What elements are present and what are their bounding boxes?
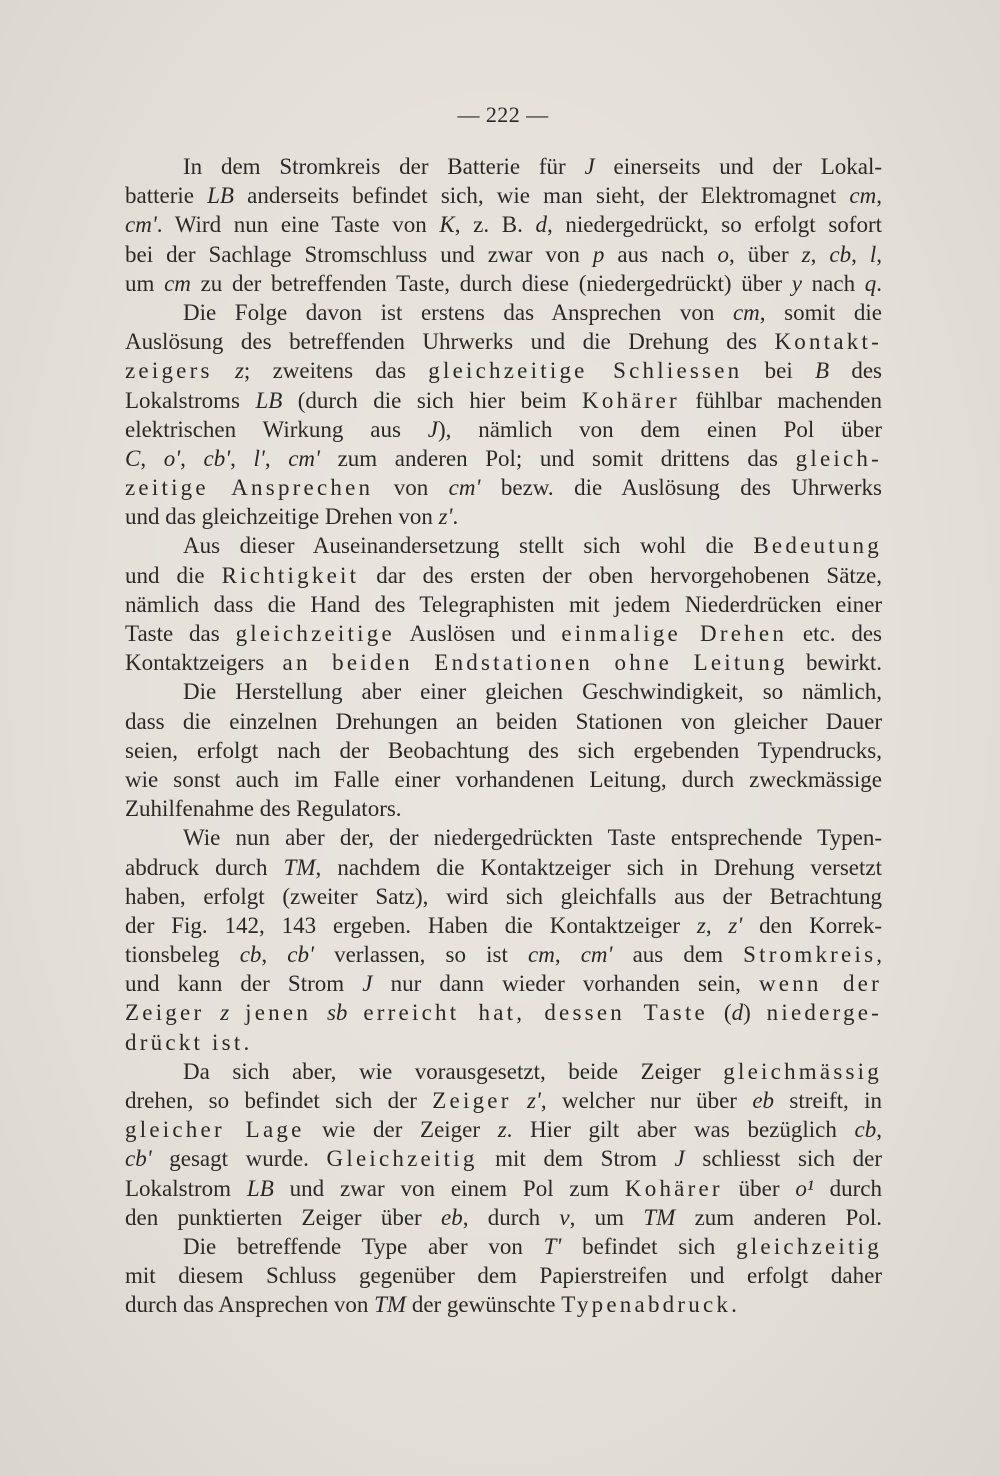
symbol-variable: cb xyxy=(854,1117,877,1143)
symbol-variable: z xyxy=(696,912,706,938)
text-run: . xyxy=(876,270,882,296)
text-run: bewirkt. xyxy=(787,650,882,676)
text-line xyxy=(125,1290,882,1319)
text-run: den Korrek- xyxy=(742,912,882,938)
text-run: nach xyxy=(801,270,865,296)
symbol-variable: LB xyxy=(255,387,283,413)
text-run: Auslösung des betreffenden Uhrwerks und die Drehung des xyxy=(125,329,775,355)
text-run: wie der Zeiger xyxy=(304,1117,498,1143)
text-run xyxy=(347,1000,363,1025)
text-line xyxy=(125,415,882,444)
text-run: ; zweitens das xyxy=(243,358,429,384)
text-run: , somit die xyxy=(759,299,882,325)
emphasized-text: gleichzeitige Schliessen xyxy=(428,358,743,384)
text-line xyxy=(125,677,882,706)
text-line xyxy=(125,590,882,619)
text-line xyxy=(125,707,882,736)
text-line xyxy=(125,386,882,415)
text-line xyxy=(125,327,882,356)
emphasized-text: Kontakt- xyxy=(774,329,882,355)
text-line xyxy=(125,998,882,1027)
text-run: und kann der Strom xyxy=(125,971,363,997)
emphasized-text: gleich- xyxy=(795,445,883,471)
text-run: , über xyxy=(729,241,802,267)
text-column xyxy=(125,152,882,1320)
text-run: Lokalstrom xyxy=(125,1175,247,1201)
text-line xyxy=(125,240,882,269)
text-run: batterie xyxy=(125,183,208,209)
symbol-variable: C xyxy=(125,445,141,471)
text-run: , xyxy=(230,445,254,471)
emphasized-text: Bedeutung xyxy=(753,533,882,559)
text-run: , welcher nur über xyxy=(540,1088,753,1113)
text-run: durch das Ansprechen von xyxy=(125,1292,375,1318)
symbol-variable: eb xyxy=(752,1088,775,1113)
symbol-variable: z xyxy=(497,1117,507,1143)
symbol-variable: cm xyxy=(164,270,191,296)
text-run xyxy=(229,1000,245,1025)
text-run: etc. des xyxy=(787,621,882,646)
text-line xyxy=(125,1057,882,1086)
text-run: ( xyxy=(707,1000,732,1026)
text-line xyxy=(125,823,882,852)
symbol-variable: J xyxy=(427,416,438,442)
symbol-variable: TM xyxy=(374,1292,407,1318)
symbol-variable: cb' xyxy=(203,445,231,471)
symbol-variable: cm' xyxy=(448,475,481,501)
text-run: (durch die sich hier beim xyxy=(282,387,583,413)
emphasized-text: gleichzeitig xyxy=(736,1233,882,1259)
text-run: . Hier gilt aber was bezüglich xyxy=(506,1117,855,1143)
emphasized-text: jenen xyxy=(245,1000,312,1026)
text-line xyxy=(125,210,882,239)
emphasized-text: einmalige Drehen xyxy=(561,621,788,646)
text-run: Wie nun aber der, der niedergedrückten Taste entsprechende Typen- xyxy=(183,825,882,851)
paragraph xyxy=(125,152,882,298)
text-run: In dem Stromkreis der Batterie für xyxy=(183,154,585,179)
text-run: abdruck durch xyxy=(125,854,284,880)
text-line xyxy=(125,269,882,298)
text-run: drehen, so befindet sich der xyxy=(125,1088,433,1113)
text-run: Aus dieser Auseinandersetzung stellt sich wohl die xyxy=(183,533,754,559)
symbol-variable: TM xyxy=(643,1204,676,1230)
text-run: wie sonst auch im Falle einer vorhandenen Leitung, durch zweckmässige xyxy=(125,766,882,792)
text-line xyxy=(125,473,882,502)
emphasized-text: Kohärer xyxy=(582,387,680,413)
text-run: bei xyxy=(742,358,816,384)
text-run: . Wird nun eine Taste von xyxy=(156,212,440,238)
emphasized-text: gleicher Lage xyxy=(125,1117,305,1143)
text-run: dass die einzelnen Drehungen an beiden Stationen von gleicher Dauer xyxy=(125,708,882,734)
text-line xyxy=(125,882,882,911)
emphasized-text: gleichmässig xyxy=(723,1058,882,1084)
symbol-variable: z' xyxy=(438,504,453,530)
text-run: zum anderen Pol; und somit drittens das xyxy=(319,445,796,471)
text-line xyxy=(125,1261,882,1290)
paragraph xyxy=(125,677,882,823)
text-run: zu der betreffenden Taste, durch diese (niedergedrückt) über xyxy=(190,270,792,296)
emphasized-text: Gleichzeitig xyxy=(326,1146,478,1172)
symbol-variable: cm xyxy=(849,183,877,209)
symbol-variable: cb xyxy=(239,942,262,968)
symbol-variable: cb' xyxy=(125,1146,152,1172)
emphasized-text: an beiden Endstationen ohne Leitung xyxy=(282,650,788,676)
text-run: Kontaktzeigers xyxy=(125,650,283,676)
text-line xyxy=(125,765,882,794)
symbol-variable: z xyxy=(801,241,811,267)
text-line xyxy=(125,561,882,590)
text-line xyxy=(125,356,882,385)
emphasized-text: drückt ist. xyxy=(125,1029,253,1055)
symbol-variable: z xyxy=(220,1000,230,1026)
symbol-variable: cm' xyxy=(580,942,613,968)
symbol-variable: cm' xyxy=(125,212,157,238)
text-run: gesagt wurde. xyxy=(151,1146,327,1172)
text-run: . xyxy=(731,1292,737,1318)
symbol-variable: J xyxy=(362,971,373,997)
text-run: ), nämlich von dem einen Pol über xyxy=(437,416,883,442)
emphasized-text: niederge- xyxy=(766,1000,883,1026)
text-run: Die Folge davon ist erstens das Ansprechen von xyxy=(183,299,733,325)
paragraph xyxy=(125,298,882,532)
text-run: , um xyxy=(569,1204,644,1230)
text-run: verlassen, so ist xyxy=(313,942,528,968)
text-run: nämlich dass die Hand des Telegraphisten mit jedem Niederdrücken einer xyxy=(125,591,882,617)
text-run: von xyxy=(373,475,449,501)
emphasized-text: Richtigkeit xyxy=(221,562,360,588)
text-line xyxy=(125,911,882,940)
emphasized-text: Zeiger xyxy=(125,1000,205,1026)
text-run: und zwar von einem Pol zum xyxy=(273,1175,625,1201)
text-run: , durch xyxy=(462,1204,560,1230)
text-run: , xyxy=(264,445,289,471)
text-run: , z. B. xyxy=(454,212,536,238)
text-run: seien, erfolgt nach der Beobachtung des sich ergebenden Typendrucks, xyxy=(125,737,882,763)
text-run: , niedergedrückt, so erfolgt sofort xyxy=(546,212,883,238)
text-run: , xyxy=(705,912,729,938)
text-run: Lokalstroms xyxy=(125,387,256,413)
page-number: — 222 — xyxy=(457,102,549,127)
symbol-variable: y xyxy=(791,270,802,296)
text-run: um xyxy=(125,270,165,296)
text-run: Auslösen und xyxy=(394,621,562,646)
symbol-variable: LB xyxy=(207,183,234,209)
text-line xyxy=(125,969,882,998)
text-run: , xyxy=(876,183,882,209)
symbol-variable: l xyxy=(869,241,877,267)
emphasized-text: Stromkreis xyxy=(743,942,877,968)
paragraph xyxy=(125,1232,882,1320)
symbol-variable: cb' xyxy=(287,942,314,968)
paragraph xyxy=(125,531,882,677)
symbol-variable: l' xyxy=(253,445,265,471)
text-run: dar des ersten der oben hervorgehobenen Sätze, xyxy=(359,562,882,588)
text-line xyxy=(125,794,882,823)
text-line xyxy=(125,181,882,210)
text-line xyxy=(125,940,882,969)
text-line xyxy=(125,1028,882,1057)
text-run: befindet sich xyxy=(561,1233,737,1259)
text-run: der Fig. 142, 143 ergeben. Haben die Kontaktzeiger xyxy=(125,912,697,938)
text-run: mit dem Strom xyxy=(477,1146,675,1172)
symbol-variable: z' xyxy=(728,912,743,938)
text-line xyxy=(125,1144,882,1173)
text-run: streift, in xyxy=(774,1088,883,1113)
text-run: , nachdem die Kontaktzeiger sich in Drehung versetzt xyxy=(315,854,882,880)
text-run: ) xyxy=(743,1000,767,1026)
text-run: bei der Sachlage Stromschluss und zwar von xyxy=(125,241,593,267)
text-run: Taste das xyxy=(125,621,236,646)
text-run: tionsbeleg xyxy=(125,942,240,968)
text-line xyxy=(125,736,882,765)
text-line xyxy=(125,1232,882,1261)
emphasized-text: erreicht hat, dessen Taste xyxy=(363,1000,708,1026)
paragraph xyxy=(125,823,882,1057)
emphasized-text: Typenabdruck xyxy=(561,1292,732,1318)
emphasized-text: zeitige Ansprechen xyxy=(125,475,374,501)
emphasized-text: Kohärer xyxy=(624,1175,723,1201)
symbol-variable: o' xyxy=(163,445,181,471)
text-line xyxy=(125,444,882,473)
text-run: anderseits befindet sich, wie man sieht, der Elektromagnet xyxy=(233,183,850,209)
text-line xyxy=(125,619,882,648)
text-run: fühlbar machenden xyxy=(679,387,882,413)
symbol-variable: cb xyxy=(829,241,852,267)
text-run: der gewünschte xyxy=(406,1292,562,1318)
symbol-variable: z xyxy=(234,358,244,384)
text-run: , xyxy=(876,1117,882,1143)
text-run: des xyxy=(829,358,883,384)
text-line xyxy=(125,853,882,882)
text-line xyxy=(125,502,882,531)
symbol-variable: d xyxy=(535,212,547,238)
text-run: und die xyxy=(125,562,222,588)
text-run: nur dann wieder vorhanden sein, xyxy=(372,971,759,997)
text-run: Da sich aber, wie vorausgesetzt, beide Zeiger xyxy=(183,1058,724,1084)
symbol-variable: J xyxy=(584,154,595,179)
symbol-variable: q xyxy=(864,270,877,296)
symbol-variable: T' xyxy=(543,1233,562,1259)
symbol-variable: K xyxy=(439,212,455,238)
symbol-variable: o xyxy=(717,241,730,267)
text-run: und das gleichzeitige Drehen von xyxy=(125,504,439,530)
symbol-variable: z' xyxy=(526,1088,541,1113)
text-line xyxy=(125,1115,882,1144)
text-run: , xyxy=(876,241,883,267)
text-run: , xyxy=(810,241,830,267)
emphasized-text: gleichzeitige xyxy=(235,621,395,646)
text-run: schliesst sich der xyxy=(684,1146,882,1172)
symbol-variable: p xyxy=(592,241,605,267)
symbol-variable: cm xyxy=(527,942,555,968)
symbol-variable: B xyxy=(815,358,830,384)
symbol-variable: TM xyxy=(283,854,316,880)
text-run: über xyxy=(722,1175,796,1201)
text-run: . xyxy=(452,504,459,530)
text-run: elektrischen Wirkung aus xyxy=(125,416,428,442)
text-line xyxy=(125,1086,882,1115)
text-run: zum anderen Pol. xyxy=(675,1204,882,1230)
text-run: , xyxy=(140,445,164,471)
text-run xyxy=(512,1088,527,1113)
text-run: , xyxy=(554,942,581,968)
text-run: einerseits und der Lokal- xyxy=(594,154,883,179)
text-line xyxy=(125,648,882,677)
symbol-variable: o¹ xyxy=(795,1175,814,1201)
text-run: , xyxy=(876,942,883,968)
symbol-variable: J xyxy=(674,1146,685,1172)
symbol-variable: v xyxy=(559,1204,570,1230)
text-run: Die Herstellung aber einer gleichen Geschwindigkeit, so nämlich, xyxy=(183,679,882,705)
symbol-variable: LB xyxy=(246,1175,274,1201)
text-run: bezw. die Auslösung des Uhrwerks xyxy=(480,475,882,501)
emphasized-text: zeigers xyxy=(125,358,213,384)
text-line xyxy=(125,531,882,560)
text-run: , xyxy=(180,445,204,471)
text-run: Die betreffende Type aber von xyxy=(183,1233,544,1259)
text-run: haben, erfolgt (zweiter Satz), wird sich gleichfalls aus der Betrachtung xyxy=(125,883,882,909)
symbol-variable: cm xyxy=(732,299,760,325)
text-run: aus dem xyxy=(612,942,744,968)
text-run xyxy=(204,1000,220,1025)
symbol-variable: sb xyxy=(326,1000,348,1026)
emphasized-text: wenn der xyxy=(758,971,882,997)
symbol-variable: cm' xyxy=(288,445,320,471)
text-line xyxy=(125,298,882,327)
text-run: , xyxy=(851,241,870,267)
text-run: aus nach xyxy=(604,241,718,267)
paragraph xyxy=(125,1057,882,1232)
text-run xyxy=(213,358,235,383)
text-line xyxy=(125,152,882,181)
emphasized-text: Zeiger xyxy=(432,1088,512,1113)
text-run: , xyxy=(261,942,288,968)
symbol-variable: eb xyxy=(441,1204,463,1230)
text-run xyxy=(311,1000,327,1025)
text-line xyxy=(125,1203,882,1232)
text-run: den punktierten Zeiger über xyxy=(125,1204,441,1230)
symbol-variable: d xyxy=(731,1000,744,1026)
text-run: Zuhilfenahme des Regulators. xyxy=(125,796,402,822)
text-run: durch xyxy=(813,1175,882,1201)
text-line xyxy=(125,1174,882,1203)
text-run: mit diesem Schluss gegenüber dem Papierstreifen und erfolgt daher xyxy=(125,1263,882,1289)
